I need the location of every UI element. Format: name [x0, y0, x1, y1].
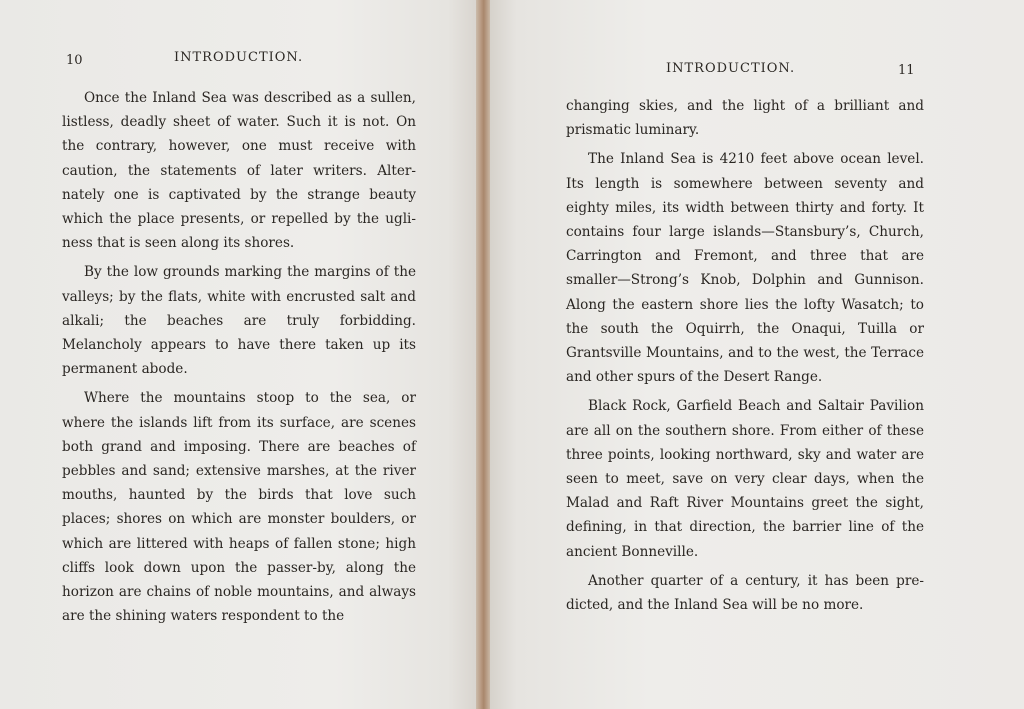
paragraph: changing skies, and the light of a brilliant and prismatic luminary. — [566, 98, 924, 139]
book-gutter — [476, 0, 490, 709]
paragraph: By the low grounds marking the margins of the valleys; by the flats, white with encrusted salt and alkali; the beaches are truly forbidding. Melancholy appears to have there taken up its permanent abode. — [62, 264, 416, 378]
page-number: 10 — [66, 53, 83, 68]
left-page — [0, 0, 476, 709]
body-text — [62, 86, 416, 633]
paragraph: The Inland Sea is 4210 feet above ocean level. Its length is somewhere between seventy and eighty miles, its width between thirty and forty. It contains four large islands—Stansbury’s, Church, Carrington and Fremont, and three that are smaller—Strong’s Knob, Dolphin and Gunnison. Along the eastern shore lies the lofty Wasatch; to the south the Oquirrh, the Onaqui, Tuilla or Grantsville Mountains, and to the west, the Terrace and other spurs of the Desert Range. — [566, 151, 924, 386]
running-head: INTRODUCTION. — [174, 50, 304, 65]
running-head: INTRODUCTION. — [666, 61, 796, 76]
paragraph: Where the mountains stoop to the sea, or where the islands lift from its surface, are scenes both grand and imposing. There are beaches of pebbles and sand; extensive marshes, at the river mouths, haunted by the birds that love such places; shores on which are monster boulders, or which are littered with heaps of fallen stone; high cliffs look down upon the passer-by, along the horizon are chains of noble mountains, and always are the shining waters respondent to the — [62, 390, 416, 625]
paragraph: Once the Inland Sea was described as a sullen, listless, deadly sheet of water. Such it is not. On the contrary, however, one must receive with caution, the statements of later writers. Alternately one is captivated by the strange beauty which the place presents, or repelled by the ugliness that is seen along its shores. — [62, 90, 416, 252]
paragraph: Another quarter of a century, it has been predicted, and the Inland Sea will be no more. — [566, 572, 924, 614]
right-page — [490, 0, 1024, 709]
page-number: 11 — [898, 63, 915, 78]
paragraph: Black Rock, Garfield Beach and Saltair Pavilion are all on the southern shore. From either of these three points, looking northward, sky and water are seen to meet, save on very clear days, when the Malad and Raft River Mountains greet the sight, defining, in that direction, the barrier line of the ancient Bonneville. — [566, 398, 924, 560]
body-text — [566, 94, 924, 622]
